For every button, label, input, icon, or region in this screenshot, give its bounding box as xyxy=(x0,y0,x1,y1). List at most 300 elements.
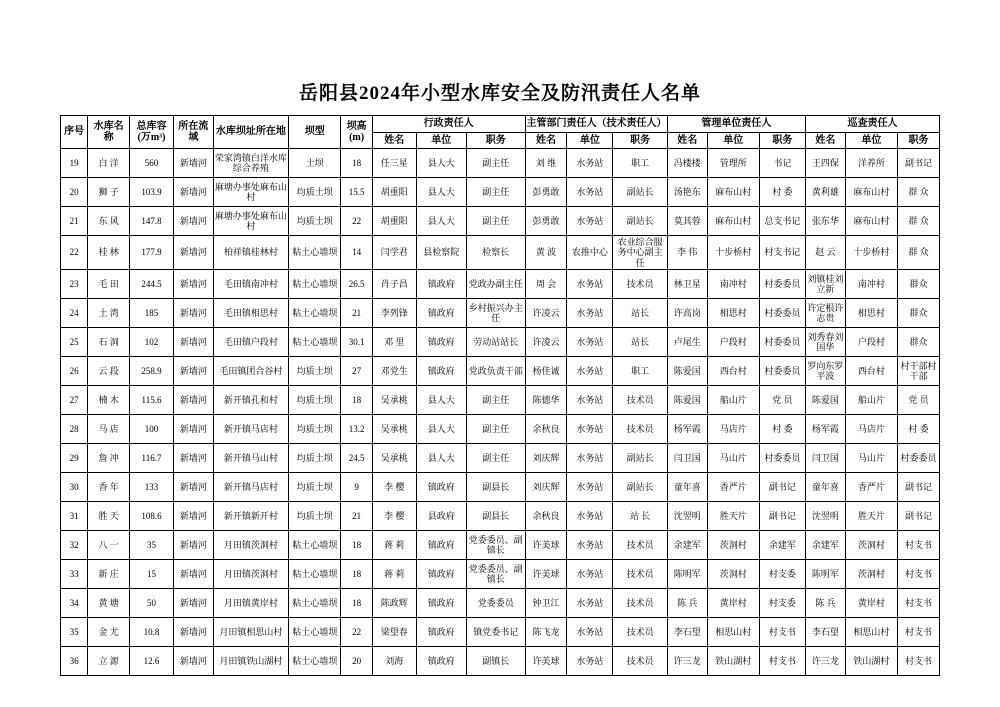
row-unit-name: 沈翌明 xyxy=(667,502,707,531)
row-unit-unit: 麻布山村 xyxy=(707,178,759,207)
header-row-1 xyxy=(61,116,940,133)
row-capacity: 147.8 xyxy=(130,207,174,236)
row-capacity: 116.7 xyxy=(130,444,174,473)
row-patrol-name: 黄利雄 xyxy=(805,178,845,207)
row-capacity: 258.9 xyxy=(130,357,174,386)
row-dept-name: 许凌云 xyxy=(525,299,567,328)
table-row xyxy=(61,270,940,299)
row-unit-unit: 马店片 xyxy=(707,415,759,444)
row-admin-name: 胡重阳 xyxy=(372,178,416,207)
row-admin-title: 镇党委书记 xyxy=(466,618,525,647)
row-dept-name: 刘庆辉 xyxy=(525,444,567,473)
row-unit-unit: 铁山湖村 xyxy=(707,647,759,676)
row-unit-name: 陈 兵 xyxy=(667,589,707,618)
row-dept-unit: 水务站 xyxy=(567,178,613,207)
row-no: 24 xyxy=(61,299,88,328)
row-capacity: 102 xyxy=(130,328,174,357)
row-dam-location: 新开镇新开村 xyxy=(213,502,288,531)
row-dept-name: 许美球 xyxy=(525,531,567,560)
row-reservoir-name: 楠 木 xyxy=(88,386,130,415)
row-dam-location: 月田镇茨洞村 xyxy=(213,560,288,589)
table-head xyxy=(61,116,940,149)
row-patrol-unit: 麻布山村 xyxy=(845,207,897,236)
row-dept-unit: 农推中心 xyxy=(567,236,613,270)
page-title: 岳阳县2024年小型水库安全及防汛责任人名单 xyxy=(298,83,701,104)
row-basin: 新墙河 xyxy=(173,236,213,270)
row-admin-unit: 镇政府 xyxy=(416,647,466,676)
row-basin: 新墙河 xyxy=(173,178,213,207)
row-dept-name: 许凌云 xyxy=(525,328,567,357)
row-dam-type: 粘土心墙坝 xyxy=(289,270,341,299)
row-capacity: 115.6 xyxy=(130,386,174,415)
row-admin-title: 党委委员 xyxy=(466,589,525,618)
row-admin-name: 邓 里 xyxy=(372,328,416,357)
row-unit-title: 村委委员 xyxy=(759,328,805,357)
row-admin-unit: 镇政府 xyxy=(416,473,466,502)
row-unit-title: 村委委员 xyxy=(759,299,805,328)
row-dam-height: 21 xyxy=(341,299,372,328)
row-dept-name: 周 会 xyxy=(525,270,567,299)
row-dam-height: 18 xyxy=(341,531,372,560)
row-patrol-unit: 茨洞村 xyxy=(845,531,897,560)
row-dept-title: 副站长 xyxy=(613,207,667,236)
row-patrol-name: 李石望 xyxy=(805,618,845,647)
row-basin: 新墙河 xyxy=(173,618,213,647)
row-dam-location: 新开镇马店村 xyxy=(213,473,288,502)
row-no: 27 xyxy=(61,386,88,415)
row-patrol-unit: 马店片 xyxy=(845,415,897,444)
table-row xyxy=(61,386,940,415)
row-basin: 新墙河 xyxy=(173,647,213,676)
col-no: 序号 xyxy=(61,116,88,149)
row-dam-location: 毛田镇相思村 xyxy=(213,299,288,328)
row-admin-title: 党政办副主任 xyxy=(466,270,525,299)
row-dam-location: 麻塘办事处麻布山村 xyxy=(213,178,288,207)
row-no: 34 xyxy=(61,589,88,618)
row-admin-unit: 县人大 xyxy=(416,415,466,444)
row-no: 22 xyxy=(61,236,88,270)
row-admin-title: 党政负责干部 xyxy=(466,357,525,386)
row-dam-height: 30.1 xyxy=(341,328,372,357)
row-unit-unit: 麻布山村 xyxy=(707,207,759,236)
row-patrol-unit: 茨洞村 xyxy=(845,560,897,589)
col-basin: 所在流域 xyxy=(173,116,213,149)
row-no: 23 xyxy=(61,270,88,299)
row-patrol-unit: 洋养所 xyxy=(845,149,897,178)
subcol-dept-title: 职务 xyxy=(613,132,667,149)
row-dept-title: 技术员 xyxy=(613,589,667,618)
row-admin-name: 吴承桃 xyxy=(372,415,416,444)
row-dept-title: 副站长 xyxy=(613,444,667,473)
table-row xyxy=(61,207,940,236)
row-admin-unit: 县人大 xyxy=(416,207,466,236)
row-unit-title: 村支书记 xyxy=(759,236,805,270)
row-patrol-name: 赵 云 xyxy=(805,236,845,270)
row-dam-height: 20 xyxy=(341,647,372,676)
row-admin-unit: 镇政府 xyxy=(416,299,466,328)
row-patrol-unit: 西台村 xyxy=(845,357,897,386)
row-dam-location: 新开镇马店村 xyxy=(213,415,288,444)
row-admin-unit: 镇政府 xyxy=(416,618,466,647)
row-admin-title: 党委委员、副镇长 xyxy=(466,531,525,560)
row-patrol-title: 副书记 xyxy=(898,473,940,502)
col-dam-type: 坝型 xyxy=(289,116,341,149)
table-row xyxy=(61,328,940,357)
table-row xyxy=(61,618,940,647)
row-basin: 新墙河 xyxy=(173,560,213,589)
row-dam-type: 均质土坝 xyxy=(289,178,341,207)
row-admin-title: 副县长 xyxy=(466,502,525,531)
row-dam-type: 均质土坝 xyxy=(289,473,341,502)
row-dept-name: 杨佳诚 xyxy=(525,357,567,386)
row-unit-name: 莫其蓉 xyxy=(667,207,707,236)
row-dept-title: 技术员 xyxy=(613,647,667,676)
row-admin-unit: 镇政府 xyxy=(416,531,466,560)
row-unit-name: 李 伟 xyxy=(667,236,707,270)
row-dept-title: 站长 xyxy=(613,328,667,357)
row-dam-height: 27 xyxy=(341,357,372,386)
row-unit-name: 杨军霞 xyxy=(667,415,707,444)
table-body xyxy=(61,149,940,676)
row-dam-type: 粘土心墙坝 xyxy=(289,560,341,589)
row-dam-type: 均质土坝 xyxy=(289,357,341,386)
row-patrol-name: 陈 兵 xyxy=(805,589,845,618)
row-no: 30 xyxy=(61,473,88,502)
subcol-dept-unit: 单位 xyxy=(567,132,613,149)
row-reservoir-name: 立 源 xyxy=(88,647,130,676)
row-unit-title: 村支书 xyxy=(759,647,805,676)
row-admin-name: 任三星 xyxy=(372,149,416,178)
row-reservoir-name: 东 风 xyxy=(88,207,130,236)
row-patrol-name: 陈明军 xyxy=(805,560,845,589)
row-patrol-unit: 马山片 xyxy=(845,444,897,473)
row-patrol-title: 副书记 xyxy=(898,149,940,178)
row-capacity: 50 xyxy=(130,589,174,618)
row-unit-name: 许高岗 xyxy=(667,299,707,328)
row-admin-title: 副县长 xyxy=(466,473,525,502)
row-admin-name: 吴承桃 xyxy=(372,444,416,473)
row-patrol-title: 群众 xyxy=(898,270,940,299)
row-unit-unit: 相思村 xyxy=(707,299,759,328)
row-basin: 新墙河 xyxy=(173,207,213,236)
row-admin-title: 乡村振兴办主任 xyxy=(466,299,525,328)
row-admin-unit: 镇政府 xyxy=(416,357,466,386)
row-dept-name: 刘庆辉 xyxy=(525,473,567,502)
row-dam-type: 粘土心墙坝 xyxy=(289,328,341,357)
row-dam-height: 14 xyxy=(341,236,372,270)
row-dept-unit: 水务站 xyxy=(567,589,613,618)
row-unit-title: 村 委 xyxy=(759,415,805,444)
row-admin-title: 副主任 xyxy=(466,178,525,207)
row-no: 25 xyxy=(61,328,88,357)
row-admin-name: 胡重阳 xyxy=(372,207,416,236)
row-patrol-unit: 铁山湖村 xyxy=(845,647,897,676)
row-dam-type: 粘土心墙坝 xyxy=(289,236,341,270)
row-admin-name: 吴承桃 xyxy=(372,386,416,415)
row-dept-unit: 水务站 xyxy=(567,502,613,531)
row-patrol-title: 村委委员 xyxy=(898,444,940,473)
row-unit-title: 村委委员 xyxy=(759,270,805,299)
row-capacity: 10.8 xyxy=(130,618,174,647)
row-reservoir-name: 马 店 xyxy=(88,415,130,444)
row-dam-location: 月田镇铁山湖村 xyxy=(213,647,288,676)
row-dept-name: 钟卫江 xyxy=(525,589,567,618)
row-dam-location: 月田镇茨洞村 xyxy=(213,531,288,560)
row-dam-location: 月田镇黄岸村 xyxy=(213,589,288,618)
row-dam-height: 26.5 xyxy=(341,270,372,299)
table-row xyxy=(61,647,940,676)
row-patrol-unit: 相思山村 xyxy=(845,618,897,647)
row-admin-title: 副主任 xyxy=(466,149,525,178)
row-admin-unit: 镇政府 xyxy=(416,589,466,618)
row-patrol-title: 村支书 xyxy=(898,531,940,560)
row-unit-unit: 相思山村 xyxy=(707,618,759,647)
row-dept-name: 彭勇敢 xyxy=(525,207,567,236)
row-dept-name: 余秋良 xyxy=(525,502,567,531)
row-reservoir-name: 毛 田 xyxy=(88,270,130,299)
table-row xyxy=(61,357,940,386)
row-no: 35 xyxy=(61,618,88,647)
group-patrol-responsible: 巡查责任人 xyxy=(805,116,939,133)
row-admin-title: 检察长 xyxy=(466,236,525,270)
row-dept-title: 农业综合服务中心副主任 xyxy=(613,236,667,270)
row-unit-unit: 马山片 xyxy=(707,444,759,473)
row-dam-type: 土坝 xyxy=(289,149,341,178)
row-basin: 新墙河 xyxy=(173,386,213,415)
row-unit-name: 卢尾生 xyxy=(667,328,707,357)
row-dept-unit: 水务站 xyxy=(567,270,613,299)
row-dam-height: 18 xyxy=(341,149,372,178)
row-patrol-title: 村干部村干部 xyxy=(898,357,940,386)
row-dam-type: 均质土坝 xyxy=(289,502,341,531)
row-dept-title: 站长 xyxy=(613,299,667,328)
row-basin: 新墙河 xyxy=(173,444,213,473)
row-dept-title: 职工 xyxy=(613,357,667,386)
subcol-unit-unit: 单位 xyxy=(707,132,759,149)
row-patrol-unit: 南冲村 xyxy=(845,270,897,299)
row-dam-location: 月田镇相思山村 xyxy=(213,618,288,647)
row-patrol-name: 许定根许志贵 xyxy=(805,299,845,328)
table-container xyxy=(0,115,1000,676)
row-patrol-unit: 相思村 xyxy=(845,299,897,328)
row-unit-title: 村 委 xyxy=(759,178,805,207)
row-patrol-name: 许三龙 xyxy=(805,647,845,676)
group-unit-responsible: 管理单位责任人 xyxy=(667,116,805,133)
row-unit-name: 汤艳东 xyxy=(667,178,707,207)
row-admin-name: 蒋 莉 xyxy=(372,560,416,589)
row-admin-title: 劳动站站长 xyxy=(466,328,525,357)
group-admin-responsible: 行政责任人 xyxy=(372,116,525,133)
row-admin-unit: 县人大 xyxy=(416,149,466,178)
row-admin-name: 陈政辉 xyxy=(372,589,416,618)
row-dept-name: 许美球 xyxy=(525,560,567,589)
row-patrol-name: 杨军霞 xyxy=(805,415,845,444)
row-admin-name: 刘海 xyxy=(372,647,416,676)
row-reservoir-name: 詹 冲 xyxy=(88,444,130,473)
row-no: 19 xyxy=(61,149,88,178)
row-patrol-title: 村支书 xyxy=(898,589,940,618)
row-unit-unit: 南冲村 xyxy=(707,270,759,299)
row-unit-title: 副书记 xyxy=(759,473,805,502)
row-unit-unit: 船山片 xyxy=(707,386,759,415)
row-reservoir-name: 桂 林 xyxy=(88,236,130,270)
row-patrol-name: 童年喜 xyxy=(805,473,845,502)
row-dam-height: 22 xyxy=(341,618,372,647)
subcol-admin-name: 姓名 xyxy=(372,132,416,149)
row-dept-unit: 水务站 xyxy=(567,386,613,415)
row-admin-unit: 镇政府 xyxy=(416,560,466,589)
row-dept-unit: 水务站 xyxy=(567,328,613,357)
row-unit-name: 冯楼楼 xyxy=(667,149,707,178)
row-unit-name: 陈爱国 xyxy=(667,357,707,386)
row-basin: 新墙河 xyxy=(173,415,213,444)
subcol-admin-title: 职务 xyxy=(466,132,525,149)
row-reservoir-name: 八 一 xyxy=(88,531,130,560)
row-unit-name: 许三龙 xyxy=(667,647,707,676)
row-unit-title: 村委委员 xyxy=(759,357,805,386)
row-dept-name: 余秋良 xyxy=(525,415,567,444)
row-patrol-unit: 船山片 xyxy=(845,386,897,415)
row-reservoir-name: 胜 天 xyxy=(88,502,130,531)
row-admin-unit: 县人大 xyxy=(416,386,466,415)
row-admin-title: 副镇长 xyxy=(466,647,525,676)
row-dam-height: 9 xyxy=(341,473,372,502)
row-dam-type: 均质土坝 xyxy=(289,386,341,415)
row-unit-unit: 茨洞村 xyxy=(707,531,759,560)
row-admin-title: 副主任 xyxy=(466,386,525,415)
row-dam-location: 柏祥镇桂林村 xyxy=(213,236,288,270)
row-capacity: 103.9 xyxy=(130,178,174,207)
row-unit-unit: 胜天片 xyxy=(707,502,759,531)
row-reservoir-name: 香 年 xyxy=(88,473,130,502)
row-dam-location: 新开镇马山村 xyxy=(213,444,288,473)
row-patrol-name: 刘秀春刘国华 xyxy=(805,328,845,357)
table-row xyxy=(61,444,940,473)
row-reservoir-name: 新 庄 xyxy=(88,560,130,589)
row-dept-name: 黄 波 xyxy=(525,236,567,270)
table-row xyxy=(61,560,940,589)
row-no: 33 xyxy=(61,560,88,589)
row-no: 31 xyxy=(61,502,88,531)
row-basin: 新墙河 xyxy=(173,328,213,357)
row-capacity: 108.6 xyxy=(130,502,174,531)
row-admin-title: 副主任 xyxy=(466,444,525,473)
row-reservoir-name: 狮 子 xyxy=(88,178,130,207)
row-dept-name: 刘 维 xyxy=(525,149,567,178)
row-dept-unit: 水务站 xyxy=(567,618,613,647)
row-dept-title: 站 长 xyxy=(613,502,667,531)
row-admin-unit: 县人大 xyxy=(416,444,466,473)
row-unit-title: 村支书 xyxy=(759,618,805,647)
row-no: 29 xyxy=(61,444,88,473)
row-reservoir-name: 金 尤 xyxy=(88,618,130,647)
row-basin: 新墙河 xyxy=(173,531,213,560)
row-dam-location: 毛田镇南冲村 xyxy=(213,270,288,299)
row-no: 36 xyxy=(61,647,88,676)
row-capacity: 35 xyxy=(130,531,174,560)
row-unit-name: 陈明军 xyxy=(667,560,707,589)
row-basin: 新墙河 xyxy=(173,473,213,502)
row-unit-title: 余建军 xyxy=(759,531,805,560)
row-dam-location: 新开镇孔和村 xyxy=(213,386,288,415)
row-capacity: 15 xyxy=(130,560,174,589)
row-unit-unit: 管理所 xyxy=(707,149,759,178)
row-dam-type: 粘土心墙坝 xyxy=(289,618,341,647)
group-dept-responsible: 主管部门责任人（技术责任人） xyxy=(525,116,667,133)
row-no: 20 xyxy=(61,178,88,207)
row-patrol-title: 群 众 xyxy=(898,207,940,236)
row-patrol-unit: 户段村 xyxy=(845,328,897,357)
table-row xyxy=(61,236,940,270)
row-dam-height: 21 xyxy=(341,502,372,531)
row-no: 28 xyxy=(61,415,88,444)
row-reservoir-name: 黄 塘 xyxy=(88,589,130,618)
row-capacity: 177.9 xyxy=(130,236,174,270)
row-dept-title: 副站长 xyxy=(613,178,667,207)
row-basin: 新墙河 xyxy=(173,299,213,328)
row-patrol-title: 村支书 xyxy=(898,560,940,589)
row-admin-name: 肖子昌 xyxy=(372,270,416,299)
row-admin-name: 李 樱 xyxy=(372,473,416,502)
table-row xyxy=(61,299,940,328)
row-dept-name: 陈飞龙 xyxy=(525,618,567,647)
row-patrol-name: 陈爱国 xyxy=(805,386,845,415)
row-dept-unit: 水务站 xyxy=(567,357,613,386)
row-no: 26 xyxy=(61,357,88,386)
row-patrol-name: 沈翌明 xyxy=(805,502,845,531)
row-dam-location: 毛田镇户段村 xyxy=(213,328,288,357)
row-reservoir-name: 云 段 xyxy=(88,357,130,386)
subcol-patrol-unit: 单位 xyxy=(845,132,897,149)
row-patrol-unit: 香严片 xyxy=(845,473,897,502)
row-admin-unit: 镇政府 xyxy=(416,270,466,299)
row-admin-name: 李列锋 xyxy=(372,299,416,328)
row-patrol-name: 罗向东罗平波 xyxy=(805,357,845,386)
row-capacity: 133 xyxy=(130,473,174,502)
row-dam-height: 15.5 xyxy=(341,178,372,207)
row-patrol-name: 张东华 xyxy=(805,207,845,236)
row-patrol-title: 群 众 xyxy=(898,236,940,270)
row-admin-title: 副主任 xyxy=(466,207,525,236)
row-reservoir-name: 土 湾 xyxy=(88,299,130,328)
row-dam-location: 麻塘办事处麻布山村 xyxy=(213,207,288,236)
row-dept-title: 技术员 xyxy=(613,531,667,560)
col-dam-height: 坝高(m) xyxy=(341,116,372,149)
row-dept-unit: 水务站 xyxy=(567,647,613,676)
row-dam-height: 18 xyxy=(341,386,372,415)
row-patrol-unit: 黄岸村 xyxy=(845,589,897,618)
row-dept-title: 副站长 xyxy=(613,473,667,502)
col-capacity: 总库容(万m³) xyxy=(130,116,174,149)
row-patrol-unit: 十步桥村 xyxy=(845,236,897,270)
row-dam-location: 荣家湾镇白洋水库综合养殖 xyxy=(213,149,288,178)
row-patrol-title: 副书记 xyxy=(898,502,940,531)
row-unit-unit: 十步桥村 xyxy=(707,236,759,270)
row-dept-unit: 水务站 xyxy=(567,560,613,589)
row-admin-unit: 县政府 xyxy=(416,502,466,531)
row-dam-height: 18 xyxy=(341,589,372,618)
subcol-patrol-name: 姓名 xyxy=(805,132,845,149)
subcol-admin-unit: 单位 xyxy=(416,132,466,149)
row-dam-type: 均质土坝 xyxy=(289,207,341,236)
row-unit-title: 村支委 xyxy=(759,560,805,589)
row-dept-title: 职工 xyxy=(613,149,667,178)
row-dept-title: 技术员 xyxy=(613,560,667,589)
row-dept-unit: 水务站 xyxy=(567,299,613,328)
row-patrol-title: 村 委 xyxy=(898,415,940,444)
row-patrol-unit: 麻布山村 xyxy=(845,178,897,207)
row-unit-unit: 茨洞村 xyxy=(707,560,759,589)
